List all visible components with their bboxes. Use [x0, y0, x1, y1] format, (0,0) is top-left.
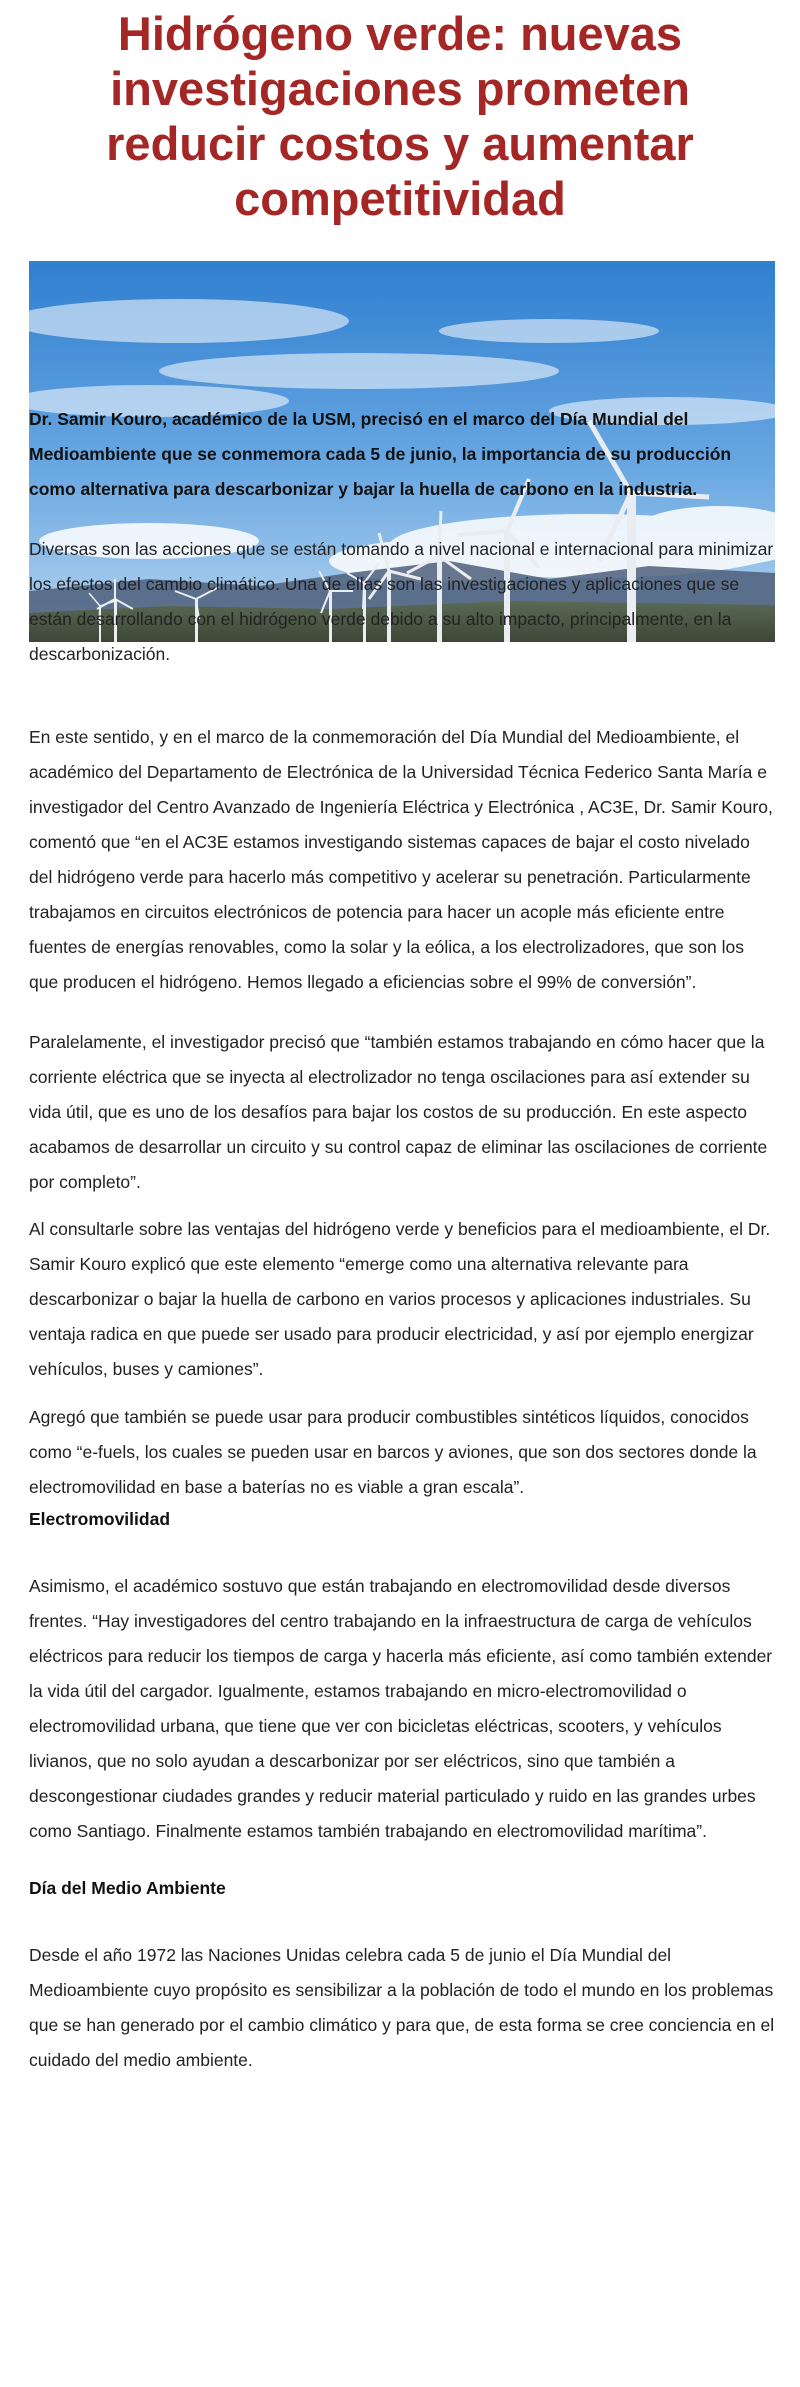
body-paragraph: Desde el año 1972 las Naciones Unidas celebra cada 5 de junio el Día Mundial del Medioambiente cuyo propósito es sensibilizar a la población de todo el mundo en los problemas que se han generado por el cambio climático y para que, de esta forma se cree conciencia en el cuidado del medio ambiente. — [29, 1945, 775, 2070]
body-paragraph: Al consultarle sobre las ventajas del hidrógeno verde y beneficios para el medioambiente, el Dr. Samir Kouro explicó que este elemento “emerge como una alternativa relevante para descarbonizar o bajar la huella de carbono en varios procesos y aplicaciones industriales. Su ventaja radica en que puede ser usado para producir electricidad, y así por ejemplo energizar vehículos, buses y camiones”. — [29, 1219, 771, 1379]
body-paragraph: Asimismo, el académico sostuvo que están trabajando en electromovilidad desde diversos frentes. “Hay investigadores del centro trabajando en la infraestructura de carga de vehículos eléctricos para reducir los tiempos de carga y hacerla más eficiente, así como también extender la vida útil del cargador. Igualmente, estamos trabajando en micro-electromovilidad o electromovilidad urbana, que tiene que ver con bicicletas eléctricas, scooters, y vehículos livianos, que no solo ayudan a descarbonizar por ser eléctricos, sino que también a descongestionar ciudades grandes y reducir material particulado y ruido en las grandes urbes como Santiago. Finalmente estamos también trabajando en electromovilidad marítima”. — [29, 1576, 773, 1841]
article-title: Hidrógeno verde: nuevas investigaciones prometen reducir costos y aumentar competitividad — [106, 7, 694, 225]
section-heading-electromovilidad: Electromovilidad — [29, 1509, 171, 1529]
body-paragraph: Agregó que también se puede usar para producir combustibles sintéticos líquidos, conocidos como “e-fuels, los cuales se pueden usar en barcos y aviones, que son dos sectores donde la electromovilidad en base a baterías no es viable a gran escala”. — [29, 1407, 757, 1497]
body-paragraph: En este sentido, y en el marco de la conmemoración del Día Mundial del Medioambiente, el académico del Departamento de Electrónica de la Universidad Técnica Federico Santa María e investigador del Centro Avanzado de Ingeniería Eléctrica y Electrónica , AC3E, Dr. Samir Kouro, comentó que “en el AC3E estamos investigando sistemas capaces de bajar el costo nivelado del hidrógeno verde para hacerlo más competitivo y acelerar su penetración. Particularmente trabajamos en circuitos electrónicos de potencia para hacer un acople más eficiente entre fuentes de energías renovables, como la solar y la eólica, a los electrolizadores, que son los que producen el hidrógeno. Hemos llegado a eficiencias sobre el 99% de conversión”. — [29, 727, 773, 992]
lead-paragraph: Dr. Samir Kouro, académico de la USM, precisó en el marco del Día Mundial del Medioambiente que se conmemora cada 5 de junio, la importancia de su producción como alternativa para descarbonizar y bajar la huella de carbono en la industria. — [29, 409, 732, 499]
body-paragraph: Paralelamente, el investigador precisó que “también estamos trabajando en cómo hacer que la corriente eléctrica que se inyecta al electrolizador no tenga oscilaciones para así extender su vida útil, que es uno de los desafíos para bajar los costos de su producción. En este aspecto acabamos de desarrollar un circuito y su control capaz de eliminar las oscilaciones de corriente por completo”. — [29, 1032, 768, 1192]
section-heading-dia-medio-ambiente: Día del Medio Ambiente — [29, 1878, 226, 1898]
body-paragraph: Diversas son las acciones que se están tomando a nivel nacional e internacional para minimizar los efectos del cambio climático. Una de ellas son las investigaciones y aplicaciones que se están desarrollando con el hidrógeno verde debido a su alto impacto, principalmente, en la descarbonización. — [29, 539, 774, 664]
